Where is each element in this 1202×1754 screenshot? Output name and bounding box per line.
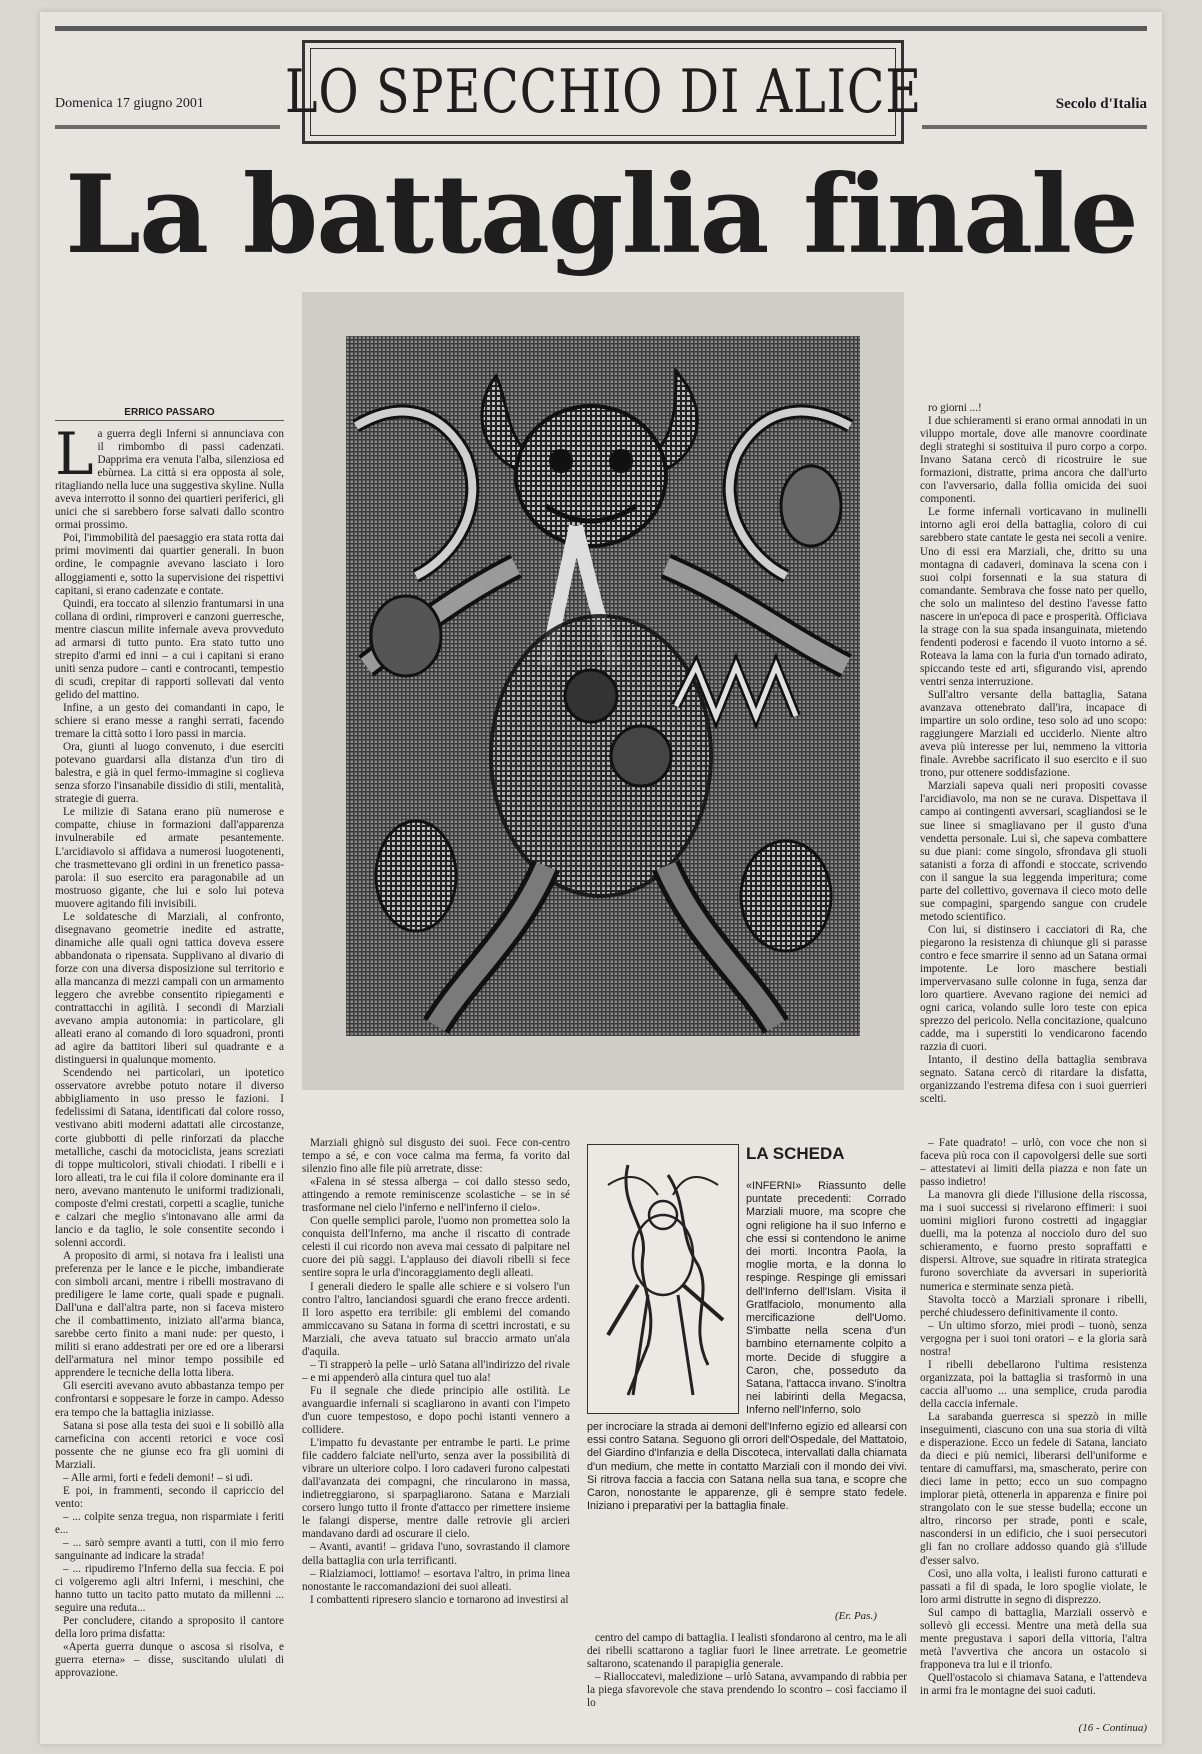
article-paragraph: Per concludere, citando a sproposito il cantore della loro prima disfatta: — [55, 1615, 284, 1641]
scheda-illustration — [587, 1144, 739, 1414]
article-paragraph: La guerra degli Inferni si annunciava con il rimbombo di passi cadenzati. Dapprima era venuta l'alba, silenziosa ed ebùrnea. La città si era opposta al sole, ritagliando nella luce una suggestiva skyline. Nulla aveva interrotto il sonno dei quartieri periferici, gli unici che si sarebbero forse salvati dallo scontro ormai prossimo. — [55, 428, 284, 532]
continua-note: (16 - Continua) — [1078, 1722, 1147, 1734]
article-paragraph: A proposito di armi, si notava fra i lealisti una preferenza per le lance e le picche, imbandierate con simboli arcani, mentre i ribelli mostravano di prediligere le lame corte, quali spade e pugnali. Dall'una e dall'altra parte, non si faceva mistero che il combattimento, iniziato all'arma bianca, sarebbe certo finito a mani nude: per questo, i militi si erano addestrati per ore ed ore a liberarsi dell'armatura nel minor tempo possibile ed apprendere le tecniche della lotta libera. — [55, 1249, 284, 1380]
article-column-3 — [587, 1632, 907, 1742]
article-paragraph: Infine, a un gesto dei comandanti in capo, le schiere si erano messe a ranghi serrati, facendo tremare la città sotto i loro passi in marcia. — [55, 701, 284, 741]
article-paragraph: Sull'altro versante della battaglia, Satana avanzava ottenebrato dall'ira, incapace di impartire un solo ordine, teso solo ad uno scopo: raggiungere Marziali ed ucciderlo. Niente altro aveva più interesse per lui, nemmeno la vittoria finale. Avrebbe sacrificato il suo esercito e il suo trono, pur ottenere soddisfazione. — [920, 689, 1147, 780]
article-paragraph: centro del campo di battaglia. I lealisti sfondarono al centro, ma le ali dei ribelli scattarono a tagliar fuori le linee arretrate. Le geometrie saltarono, scatenando il parapiglia generale. — [587, 1632, 907, 1671]
top-rule — [55, 26, 1147, 31]
newspaper-name: Secolo d'Italia — [1055, 96, 1147, 112]
article-paragraph: ro giorni ...! — [928, 402, 982, 414]
scheda-signature: (Er. Pas.) — [835, 1610, 877, 1622]
article-paragraph: Quell'ostacolo si chiamava Satana, e l'attendeva in armi fra le montagne dei suoi caduti. — [920, 1671, 1147, 1697]
article-paragraph: Quindi, era toccato al silenzio frantumarsi in una collana di ordini, rimproveri e canzoni guerresche, mentre ciascun milite infernale aveva provveduto ad armarsi di tutto punto. Era stato tutto uno strepito d'armi ed inni – a cui i capitani si erano uniti senza pudore – canti e controcanti, tempestio di scudi, crepitar di rapporti sollevati dal vento gelido del mattino. — [55, 597, 284, 701]
article-paragraph: Satana si pose alla testa dei suoi e li sobillò alla carneficina con accenti retorici e voce così possente che ne giunse eco fra gli uomini di Marziali. — [55, 1419, 284, 1471]
article-paragraph: Intanto, il destino della battaglia sembrava segnato. Satana cercò di ritardare la disfatta, organizzando l'estrema difesa con i suoi guerrieri scelti. — [920, 1054, 1147, 1106]
article-paragraph: – Rialloccatevi, maledizione – urlò Satana, avvampando di rabbia per la piega sfavorevole che stava prendendo lo scontro – così facciamo il lo — [587, 1671, 907, 1710]
newspaper-page — [40, 12, 1162, 1744]
drop-cap: L — [55, 428, 94, 488]
warrior-drawing-icon — [588, 1145, 738, 1413]
article-paragraph: I ribelli debellarono l'ultima resistenza organizzata, poi la battaglia si trasformò in una caccia all'uomo ... una semplice, cruda parodia della caccia infernale. — [920, 1358, 1147, 1410]
article-paragraph: – Un ultimo sforzo, miei prodi – tuonò, senza vergogna per i suoi toni oratori – e la gloria sarà nostra! — [920, 1319, 1147, 1358]
header-rule-right — [922, 125, 1147, 129]
article-paragraph: – Ti strapperò la pelle – urlò Satana all'indirizzo del rivale – e mi appenderò alla cintura quel tuo ala! — [302, 1358, 570, 1384]
article-paragraph: Gli eserciti avevano avuto abbastanza tempo per confrontarsi e soppesare le forze in campo. Adesso era tempo che la battaglia iniziasse. — [55, 1380, 284, 1419]
article-paragraph: Marziali sapeva quali neri propositi covasse l'arcidiavolo, ma non se ne curava. Dispettava il campo ai contingenti avversari, scagliandosi se le sue linee si smagliavano per il gusto d'una vendetta personale. Lui sì, che sapeva combattere su due piani: come singolo, sfrondava gli stuoli satanisti a forza di affondi e stoccate, scrivendo con il sangue la sua leggenda imperitura; come parte del collettivo, governava il cieco moto delle sue compagini, spargendo sangue con crudele metodo scientifico. — [920, 780, 1147, 923]
article-paragraph: L'impatto fu devastante per entrambe le parti. Le prime file caddero falciate nell'urto, senza aver la possibilità di vibrare un ulteriore colpo. I loro cadaveri furono calpestati dall'avanzata dei compagni, che rincularono in massa, indietreggiarono, si sparpagliarono. Satana e Marziali corsero lungo tutto il fronte d'attacco per rimettere insieme le falangi disperse, mentre dalle retrovie gli arcieri mandavano dardi ad oscurare il cielo. — [302, 1437, 570, 1541]
issue-date: Domenica 17 giugno 2001 — [55, 96, 204, 111]
article-paragraph: Le milizie di Satana erano più numerose e compatte, chiuse in formazioni dall'apparenza invulnerabile ed armate pesantemente. L'arcidiavolo si affidava a numerosi luogotenenti, che trasmettevano gli ordini in un frenetico passa-parola: il suo esercito era paragonabile ad un mostruoso gigante, che lui e solo lui poteva muovere agitando fili invisibili. — [55, 806, 284, 910]
article-paragraph: Così, uno alla volta, i lealisti furono catturati e passati a fil di spada, le loro spoglie violate, le loro armi distrutte in segno di disprezzo. — [920, 1567, 1147, 1606]
mosaic-photo-frame — [302, 292, 904, 1090]
article-paragraph: Marziali ghignò sul disgusto dei suoi. Fece con-centro tempo a sé, e con voce calma ma ferma, fa vorito dal silenzio fino alle file più arretrate, disse: — [302, 1137, 570, 1176]
article-paragraph: Sul campo di battaglia, Marziali osservò e sollevò gli eccessi. Mentre una metà della sua mente pregustava i sapori della vittoria, l'altra metà l'avvertiva che ancora un ostacolo si frapponeva tra lui e il trionfo. — [920, 1606, 1147, 1671]
article-paragraph: «Aperta guerra dunque o ascosa si risolva, e guerra eterna» – disse, suscitando ululati di approvazione. — [55, 1641, 284, 1680]
article-paragraph: «Falena in sé stessa alberga – coi dallo stesso sedo, attingendo a remote reminiscenze scolastiche – se in sé trasformane nel cielo l'inferno e nell'inferno il cielo». — [302, 1176, 570, 1215]
article-column-4 — [920, 402, 1147, 1134]
satan-mosaic-image — [346, 336, 860, 1036]
article-paragraph: E poi, in frammenti, secondo il capriccio del vento: — [55, 1484, 284, 1510]
article-paragraph: Fu il segnale che diede principio alle ostilità. Le avanguardie infernali si scagliarono in avanti con l'impeto d'un cuore tempestoso, e dopo pochi istanti vennero a collidere. — [302, 1384, 570, 1437]
byline: ERRICO PASSARO — [55, 407, 284, 421]
article-paragraph: – Avanti, avanti! – gridava l'uno, sovrastando il clamore della battaglia con urla terrificanti. — [302, 1541, 570, 1567]
scheda-text-continued: per incrociare la strada ai demoni dell'Inferno egizio ed allearsi con essi contro Satana. Seguono gli orrori dell'Ospedale, del Mattatoio, del Giardino d'Infanzia e della Discoteca, intervallati dalla chiamata d'un medium, che mette in contatto Marziali con il mondo dei vivi. Si ritrova faccia a faccia con Satana nella sua tana, e scopre che Caron, nonostante le apparenze, gli è sempre stato fedele. Iniziano i preparativi per la battaglia finale. — [587, 1421, 907, 1513]
article-paragraph: – ... ripudiremo l'Inferno della sua feccia. E poi ci volgeremo agli altri Inferni, i meschini, che hanno tutto un tacito patto mutato da millenni ... seguire una reduta... — [55, 1563, 284, 1615]
article-paragraph: Ora, giunti al luogo convenuto, i due eserciti potevano guardarsi alla distanza d'un tiro di balestra, e già in quel fermo-immagine si coglieva senza sforzo l'insanabile dissidio di stili, mentalità, strategie di guerra. — [55, 741, 284, 806]
article-paragraph: I generali diedero le spalle alle schiere e si volsero l'un contro l'altro, lanciandosi sguardi che erano frecce ardenti. Il loro aspetto era terribile: gli emblemi del comando ammiccavano su Satana in forma di scettri incrostati, e su Marziali, che aveva tatuato sul braccio armato un'ala d'aquila. — [302, 1280, 570, 1358]
article-paragraph: – Alle armi, forti e fedeli demoni! – si udì. — [63, 1471, 253, 1484]
article-paragraph: La manovra gli diede l'illusione della riscossa, ma i suoi successi si rivelarono effimeri: i suoi uomini migliori furono costretti ad ingaggiar duelli, ma la potenza al nocciolo duro del suo schieramento, e fuorno presto sopraffatti e dispersi. Altrove, sue squadre in ritirata strategica furono soverchiate da avversari in superiorità numerica e sterminate senza pietà. — [920, 1189, 1147, 1293]
scheda-text: «INFERNI» Riassunto delle puntate precedenti: Corrado Marziali muore, ma scopre che ogni religione ha il suo Inferno e che essi si contendono le anime dei morti. Incontra Paola, la moglie morta, e la donna lo respinge. Respinge gli emissari dell'Inferno dell'Islam. Visita il Gratlfaciolo, monumento alla mercificazione dell'Uomo. S'imbatte nella scena d'un bambino eternamente colpito a morte. Decide di sfuggire a Caron, che, posseduto da Satana, l'attacca invano. S'inoltra nei labirinti della Megacsa, Inferno nell'Inferno, solo — [746, 1180, 906, 1417]
article-paragraph: Le forme infernali vorticavano in mulinelli intorno agli eroi della battaglia, coloro di cui sarebbero state cantate le gesta nei secoli a venire. Uno di essi era Marziali, che, dritto su una montagna di cadaveri, dominava la scena con i suoi colpi forsennati e la sua statura di comandante. Sembrava che fosse nato per quello, che solo un malinteso del destino l'avesse fatto nascere in un'epoca di pace e prosperità. Officiava la strage con la sua spada insanguinata, mietendo fendenti poderosi e facendo il vuoto intorno a sé. Roteava la lama con la furia d'un tornado adirato, spiccando teste ed arti, sfigurando visi, aprendo ventri senza interruzione. — [920, 506, 1147, 688]
article-column-2 — [302, 1137, 570, 1729]
article-paragraph: – ... colpite senza tregua, non risparmiate i feriti e... — [55, 1510, 284, 1536]
article-paragraph: – ... sarò sempre avanti a tutti, con il mio ferro sanguinante ad indicare la strada! — [55, 1536, 284, 1563]
masthead — [284, 40, 922, 144]
header-rule-left — [55, 125, 280, 129]
article-column-1 — [55, 428, 284, 1742]
article-paragraph: I due schieramenti si erano ormai annodati in un viluppo mortale, dove alle manovre coordinate degli strateghi si sostituiva il puro corpo a corpo. Invano Satana cercò di ricostruire le sue formazioni, distratte, prima ancora che dall'urto con l'avversario, dalla follia omicida dei suoi componenti. — [920, 415, 1147, 506]
article-paragraph: Poi, l'immobilità del paesaggio era stata rotta dai primi movimenti dai quartier generali. In buon ordine, le compagnie avevano lasciato i loro alloggiamenti e, sotto la supervisione dei rispettivi capitani, si erano cadenzate e contate. — [55, 532, 284, 597]
article-paragraph: Stavolta toccò a Marziali spronare i ribelli, perché chiudessero definitivamente il conto. — [920, 1293, 1147, 1319]
article-paragraph: La sarabanda guerresca si spezzò in mille inseguimenti, ciascuno con una sua storia di viltà e disperazione. Ecco un fedele di Satana, lanciato da dieci e più nemici, liberarsi dell'uniforme e tentare di camuffarsi, ma, smascherato, perire con dieci lame in petto; ecco un suo compagno implorar pietà, ottenerla in apparenza e finire poi strangolato con le sue stesse budella; eccone un altro, rincorso per strade, ponti e scale, nascondersi in un edificio, che i suoi persecutori gli fan no crollare addosso quando già s'illude d'esser salvo. — [920, 1410, 1147, 1567]
article-paragraph: Con lui, si distinsero i cacciatori di Ra, che piegarono la resistenza di chiunque gli si parasse contro e fece smarrire il senno ad un Satana ormai impotente. Le loro maschere bestiali impervervasano sulle colonne in fuga, senza dar loro quartiere. Avevano ragione dei nemici ad ogni carica, volando sulle loro teste con epica sprezzo del pericolo. Nella concitazione, qualcuno cadde, ma i superstiti lo vendicarono facendo razzia di cuori. — [920, 923, 1147, 1054]
article-paragraph: Scendendo nei particolari, un ipotetico osservatore avrebbe potuto notare il diverso abbigliamento in uso presso le fazioni. I fedelissimi di Satana, identificati dal colore rosso, vestivano abiti moderni adattati alle circostanze, corte giubbotti di pelle rinforzati da placche metalliche, caschi da motociclista, jeans screziati di toppe multicolori, stivali chiodati. I ribelli e i loro alleati, tra le cui fila il colore dominante era il nero, avevano mantenuto le uniformi tradizionali, composte d'elmi crestati, corpetti a scaglie, tuniche e calzari che meglio s'intonavano alle armi da lancio e da taglio, le sole consentite secondo i solenni accordi. — [55, 1067, 284, 1249]
article-paragraph: I combattenti ripresero slancio e tornarono ad investirsi al — [310, 1593, 569, 1606]
scheda-title: LA SCHEDA — [746, 1144, 845, 1163]
headline: La battaglia finale — [65, 152, 1137, 278]
masthead-title: LO SPECCHIO DI ALICE — [284, 57, 922, 127]
article-paragraph: – Fate quadrato! – urlò, con voce che non si faceva più roca con il capovolgersi delle sue sorti – attestatevi ai limiti della piazza e non fate un passo indietro! — [920, 1137, 1147, 1189]
article-paragraph: Le soldatesche di Marziali, al confronto, disegnavano geometrie inedite ed astratte, dinamiche alle quali ogni tattica doveva essere abbandonata o ripensata. Supplivano al divario di forze con una diversa disposizione sul territorio e alla mancanza di mezzi campali con un armamento leggero che avrebbe consentito ripiegamenti e contrattacchi in agilità. I secondi di Marziali avevano ampia autonomia: in particolare, gli alleati erano al comando di loro squadroni, pronti ad agire da battitori liberi sul quadrante e a distinguersi in qualunque momento. — [55, 910, 284, 1067]
article-paragraph: Con quelle semplici parole, l'uomo non promettea solo la conquista dell'Inferno, ma anche il riscatto di contrade celesti il cui ricordo non aveva mai cessato di palpitare nel cuore dei più saggi. L'applauso dei diavoli ribelli si fece sentire sopra le urla d'incoraggiamento degli alleati. — [302, 1215, 570, 1280]
article-column-4-continued — [920, 1137, 1147, 1722]
article-paragraph: – Rialziamoci, lottiamo! – esortava l'altro, in prima linea nonostante le raccomandazioni dei suoi alleati. — [302, 1567, 570, 1593]
